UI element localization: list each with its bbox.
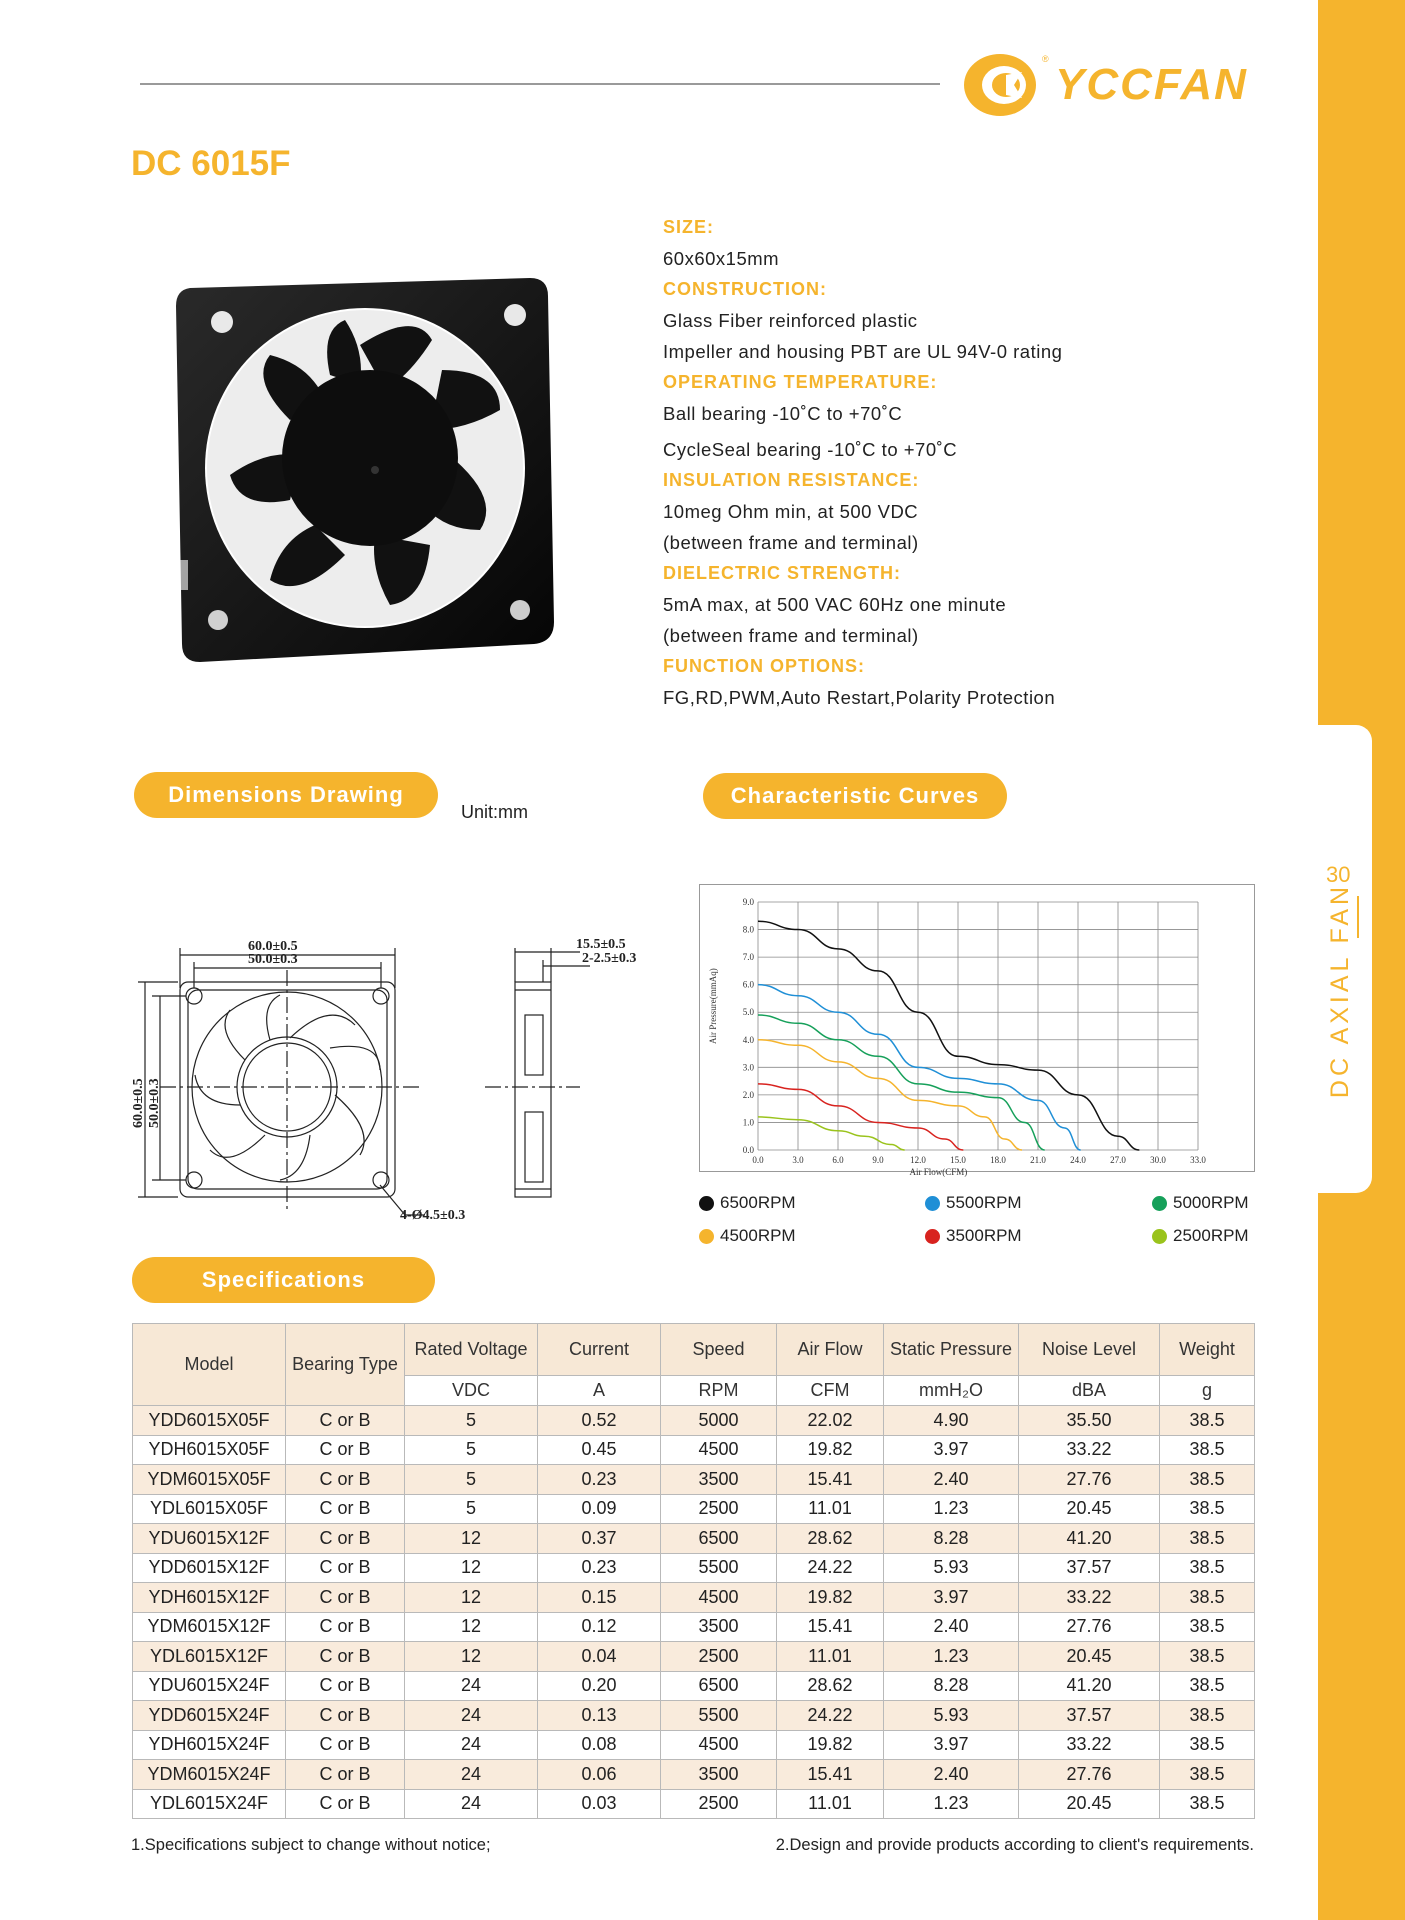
table-cell: 0.08 <box>538 1730 661 1760</box>
col-header-bearing: Bearing Type <box>286 1324 405 1406</box>
y-tick-label: 5.0 <box>742 1007 754 1018</box>
legend-label: 2500RPM <box>1173 1226 1249 1245</box>
table-cell: 4500 <box>661 1435 777 1465</box>
table-cell: 0.03 <box>538 1789 661 1819</box>
table-cell: 3500 <box>661 1760 777 1790</box>
table-cell: 0.06 <box>538 1760 661 1790</box>
fan-photo <box>170 270 560 670</box>
x-tick-label: 27.0 <box>1110 1155 1126 1165</box>
table-cell: 37.57 <box>1019 1553 1160 1583</box>
table-cell: 24 <box>405 1789 538 1819</box>
table-cell: C or B <box>286 1642 405 1672</box>
series-line-6500rpm <box>758 921 1139 1150</box>
table-cell: 5 <box>405 1465 538 1495</box>
table-cell: YDH6015X24F <box>133 1730 286 1760</box>
table-cell: 33.22 <box>1019 1583 1160 1613</box>
table-cell: YDH6015X05F <box>133 1435 286 1465</box>
table-cell: 38.5 <box>1160 1465 1255 1495</box>
table-cell: C or B <box>286 1612 405 1642</box>
table-cell: 22.02 <box>777 1406 884 1436</box>
table-cell: 38.5 <box>1160 1553 1255 1583</box>
y-tick-label: 2.0 <box>742 1089 754 1100</box>
table-cell: 2.40 <box>884 1612 1019 1642</box>
legend-item <box>1152 1226 1249 1246</box>
table-cell: 11.01 <box>777 1642 884 1672</box>
table-cell: 38.5 <box>1160 1435 1255 1465</box>
table-cell: 11.01 <box>777 1494 884 1524</box>
header-rule <box>140 83 940 85</box>
table-cell: 24 <box>405 1730 538 1760</box>
table-cell: 2500 <box>661 1494 777 1524</box>
table-cell: 12 <box>405 1524 538 1554</box>
x-tick-label: 21.0 <box>1030 1155 1046 1165</box>
x-tick-label: 24.0 <box>1070 1155 1086 1165</box>
legend-dot <box>925 1196 940 1211</box>
table-row <box>133 1406 1255 1436</box>
spec-value: Glass Fiber reinforced plastic <box>663 310 918 331</box>
table-row <box>133 1465 1255 1495</box>
col-header-current: Current <box>538 1324 661 1376</box>
table-row <box>133 1760 1255 1790</box>
legend-label: 6500RPM <box>720 1193 796 1212</box>
spec-value: CycleSeal bearing -10˚C to +70˚C <box>663 439 958 460</box>
registered-mark: ® <box>1042 54 1049 64</box>
table-cell: 5 <box>405 1435 538 1465</box>
table-cell: 2500 <box>661 1642 777 1672</box>
table-cell: 15.41 <box>777 1465 884 1495</box>
table-cell: YDM6015X12F <box>133 1612 286 1642</box>
spec-value: 5mA max, at 500 VAC 60Hz one minute <box>663 594 1007 615</box>
table-cell: C or B <box>286 1789 405 1819</box>
table-cell: 4500 <box>661 1730 777 1760</box>
table-cell: C or B <box>286 1671 405 1701</box>
table-cell: YDU6015X12F <box>133 1524 286 1554</box>
table-cell: C or B <box>286 1435 405 1465</box>
table-cell: 11.01 <box>777 1789 884 1819</box>
spec-value: 60x60x15mm <box>663 248 780 269</box>
table-cell: 0.45 <box>538 1435 661 1465</box>
table-cell: 5000 <box>661 1406 777 1436</box>
table-cell: C or B <box>286 1524 405 1554</box>
legend-dot <box>1152 1229 1167 1244</box>
table-cell: C or B <box>286 1701 405 1731</box>
table-cell: 5 <box>405 1406 538 1436</box>
table-cell: 33.22 <box>1019 1435 1160 1465</box>
spec-heading-insulation: INSULATION RESISTANCE: <box>663 470 920 490</box>
brand-name: YCCFAN <box>1055 60 1248 109</box>
spec-heading-dielectric: DIELECTRIC STRENGTH: <box>663 563 901 583</box>
table-cell: 38.5 <box>1160 1406 1255 1436</box>
legend-label: 5000RPM <box>1173 1193 1249 1212</box>
table-cell: 12 <box>405 1583 538 1613</box>
spec-table <box>132 1323 1255 1819</box>
table-cell: YDL6015X05F <box>133 1494 286 1524</box>
table-cell: 41.20 <box>1019 1524 1160 1554</box>
table-cell: 0.37 <box>538 1524 661 1554</box>
y-tick-label: 4.0 <box>742 1034 754 1045</box>
table-cell: YDL6015X12F <box>133 1642 286 1672</box>
table-cell: 15.41 <box>777 1760 884 1790</box>
y-tick-label: 1.0 <box>742 1117 754 1128</box>
spec-list <box>663 212 1183 713</box>
table-cell: 4.90 <box>884 1406 1019 1436</box>
table-row <box>133 1612 1255 1642</box>
col-header-speed: Speed <box>661 1324 777 1376</box>
table-cell: 6500 <box>661 1671 777 1701</box>
legend-dot <box>925 1229 940 1244</box>
side-label: DC AXIAL FAN <box>1326 882 1355 1098</box>
dim-height-outer: 60.0±0.5 <box>131 1078 146 1128</box>
table-cell: 27.76 <box>1019 1465 1160 1495</box>
table-cell: 2.40 <box>884 1760 1019 1790</box>
spec-heading-construction: CONSTRUCTION: <box>663 279 827 299</box>
table-row <box>133 1701 1255 1731</box>
table-cell: 5.93 <box>884 1553 1019 1583</box>
table-cell: 28.62 <box>777 1671 884 1701</box>
table-row <box>133 1671 1255 1701</box>
table-cell: 2500 <box>661 1789 777 1819</box>
unit-speed: RPM <box>661 1376 777 1406</box>
unit-noise: dBA <box>1019 1376 1160 1406</box>
spec-value: Impeller and housing PBT are UL 94V-0 rating <box>663 341 1063 362</box>
table-row <box>133 1789 1255 1819</box>
y-tick-label: 8.0 <box>742 924 754 935</box>
x-tick-label: 9.0 <box>872 1155 884 1165</box>
specifications-heading: Specifications <box>132 1257 435 1303</box>
table-cell: 38.5 <box>1160 1730 1255 1760</box>
dim-width-inner: 50.0±0.3 <box>248 952 298 967</box>
spec-value: FG,RD,PWM,Auto Restart,Polarity Protection <box>663 687 1056 708</box>
series-line-5000rpm <box>758 1015 1045 1150</box>
curve-chart <box>700 885 1254 1177</box>
table-cell: 0.23 <box>538 1465 661 1495</box>
spec-heading-functions: FUNCTION OPTIONS: <box>663 656 865 676</box>
table-cell: 12 <box>405 1642 538 1672</box>
table-cell: 0.12 <box>538 1612 661 1642</box>
legend-item <box>925 1226 1022 1246</box>
table-cell: 24.22 <box>777 1553 884 1583</box>
legend-label: 5500RPM <box>946 1193 1022 1212</box>
table-cell: 19.82 <box>777 1435 884 1465</box>
col-header-model: Model <box>133 1324 286 1406</box>
table-cell: 3.97 <box>884 1583 1019 1613</box>
legend-label: 4500RPM <box>720 1226 796 1245</box>
unit-airflow: CFM <box>777 1376 884 1406</box>
note-left: 1.Specifications subject to change without notice; <box>131 1836 491 1854</box>
table-cell: 8.28 <box>884 1671 1019 1701</box>
table-cell: C or B <box>286 1760 405 1790</box>
spec-value: (between frame and terminal) <box>663 625 919 646</box>
table-cell: 5500 <box>661 1701 777 1731</box>
table-cell: C or B <box>286 1465 405 1495</box>
table-cell: 33.22 <box>1019 1730 1160 1760</box>
table-cell: YDD6015X05F <box>133 1406 286 1436</box>
spec-heading-temperature: OPERATING TEMPERATURE: <box>663 372 938 392</box>
table-cell: 27.76 <box>1019 1612 1160 1642</box>
page-number: 30 <box>1326 862 1351 887</box>
table-cell: 19.82 <box>777 1583 884 1613</box>
unit-pressure: mmH₂O <box>884 1376 1019 1406</box>
table-cell: 1.23 <box>884 1494 1019 1524</box>
curves-heading: Characteristic Curves <box>703 773 1007 819</box>
brand-logo-icon <box>962 50 1052 120</box>
col-header-weight: Weight <box>1160 1324 1255 1376</box>
page-title: DC 6015F <box>131 144 291 183</box>
table-cell: YDH6015X12F <box>133 1583 286 1613</box>
table-cell: 38.5 <box>1160 1789 1255 1819</box>
table-row <box>133 1494 1255 1524</box>
legend-item <box>699 1193 796 1213</box>
table-cell: 20.45 <box>1019 1789 1160 1819</box>
table-cell: 20.45 <box>1019 1494 1160 1524</box>
spec-value: Ball bearing -10˚C to +70˚C <box>663 403 903 424</box>
table-cell: C or B <box>286 1583 405 1613</box>
table-cell: 19.82 <box>777 1730 884 1760</box>
table-cell: 24 <box>405 1701 538 1731</box>
table-cell: 38.5 <box>1160 1760 1255 1790</box>
table-cell: 35.50 <box>1019 1406 1160 1436</box>
unit-current: A <box>538 1376 661 1406</box>
table-cell: 15.41 <box>777 1612 884 1642</box>
table-cell: 38.5 <box>1160 1642 1255 1672</box>
x-tick-label: 0.0 <box>752 1155 764 1165</box>
table-cell: 3.97 <box>884 1435 1019 1465</box>
col-header-airflow: Air Flow <box>777 1324 884 1376</box>
spec-heading-size: SIZE: <box>663 217 715 237</box>
table-cell: 38.5 <box>1160 1583 1255 1613</box>
table-cell: 24 <box>405 1760 538 1790</box>
table-cell: 24.22 <box>777 1701 884 1731</box>
legend-item <box>925 1193 1022 1213</box>
legend-item <box>699 1226 796 1246</box>
unit-weight: g <box>1160 1376 1255 1406</box>
table-cell: C or B <box>286 1730 405 1760</box>
unit-voltage: VDC <box>405 1376 538 1406</box>
legend-dot <box>1152 1196 1167 1211</box>
table-cell: 5 <box>405 1494 538 1524</box>
table-cell: 38.5 <box>1160 1494 1255 1524</box>
table-row <box>133 1642 1255 1672</box>
legend-label: 3500RPM <box>946 1226 1022 1245</box>
dim-holes: 4-Ø4.5±0.3 <box>400 1208 466 1223</box>
table-cell: 5500 <box>661 1553 777 1583</box>
table-row <box>133 1730 1255 1760</box>
x-axis-label: Air Flow(CFM) <box>909 1167 968 1177</box>
table-cell: 38.5 <box>1160 1524 1255 1554</box>
table-cell: 38.5 <box>1160 1701 1255 1731</box>
col-header-pressure: Static Pressure <box>884 1324 1019 1376</box>
x-tick-label: 33.0 <box>1190 1155 1206 1165</box>
dim-height-inner: 50.0±0.3 <box>147 1078 162 1128</box>
table-cell: 24 <box>405 1671 538 1701</box>
x-tick-label: 3.0 <box>792 1155 804 1165</box>
table-cell: 1.23 <box>884 1789 1019 1819</box>
table-cell: 0.23 <box>538 1553 661 1583</box>
table-cell: C or B <box>286 1406 405 1436</box>
table-cell: 0.15 <box>538 1583 661 1613</box>
table-cell: YDD6015X24F <box>133 1701 286 1731</box>
spec-table-body <box>133 1406 1255 1819</box>
dimensions-heading: Dimensions Drawing <box>134 772 438 818</box>
dim-depth: 15.5±0.5 <box>576 937 626 952</box>
table-cell: YDM6015X05F <box>133 1465 286 1495</box>
table-cell: 12 <box>405 1553 538 1583</box>
table-cell: 5.93 <box>884 1701 1019 1731</box>
note-right: 2.Design and provide products according to client's requirements. <box>775 1836 1254 1854</box>
table-cell: 41.20 <box>1019 1671 1160 1701</box>
table-cell: 28.62 <box>777 1524 884 1554</box>
table-cell: YDL6015X24F <box>133 1789 286 1819</box>
y-axis-label: Air Pressure(mmAq) <box>708 968 718 1045</box>
y-tick-label: 0.0 <box>742 1145 754 1155</box>
legend-dot <box>699 1196 714 1211</box>
table-cell: 0.09 <box>538 1494 661 1524</box>
curve-chart-frame <box>699 884 1255 1177</box>
table-cell: YDM6015X24F <box>133 1760 286 1790</box>
dim-depth-inner: 2-2.5±0.3 <box>582 951 637 966</box>
side-label-wrap <box>1310 850 1372 1130</box>
table-cell: 37.57 <box>1019 1701 1160 1731</box>
dim-width-outer: 60.0±0.5 <box>248 939 298 954</box>
table-row <box>133 1435 1255 1465</box>
table-cell: 3500 <box>661 1612 777 1642</box>
table-cell: 4500 <box>661 1583 777 1613</box>
series-line-3500rpm <box>758 1084 963 1150</box>
table-cell: 1.23 <box>884 1642 1019 1672</box>
table-cell: 38.5 <box>1160 1671 1255 1701</box>
y-tick-label: 6.0 <box>742 979 754 990</box>
table-cell: YDD6015X12F <box>133 1553 286 1583</box>
x-tick-label: 12.0 <box>910 1155 926 1165</box>
table-cell: 3.97 <box>884 1730 1019 1760</box>
table-row <box>133 1553 1255 1583</box>
table-cell: 27.76 <box>1019 1760 1160 1790</box>
x-tick-label: 18.0 <box>990 1155 1006 1165</box>
x-tick-label: 6.0 <box>832 1155 844 1165</box>
dimension-drawing <box>130 930 670 1230</box>
table-cell: C or B <box>286 1494 405 1524</box>
table-cell: 20.45 <box>1019 1642 1160 1672</box>
legend-item <box>1152 1193 1249 1213</box>
table-cell: 0.04 <box>538 1642 661 1672</box>
table-cell: 6500 <box>661 1524 777 1554</box>
unit-label: Unit:mm <box>461 802 528 822</box>
x-tick-label: 30.0 <box>1150 1155 1166 1165</box>
table-row <box>133 1524 1255 1554</box>
table-cell: 0.13 <box>538 1701 661 1731</box>
y-tick-label: 3.0 <box>742 1062 754 1073</box>
col-header-voltage: Rated Voltage <box>405 1324 538 1376</box>
table-cell: C or B <box>286 1553 405 1583</box>
x-tick-label: 15.0 <box>950 1155 966 1165</box>
table-cell: 0.52 <box>538 1406 661 1436</box>
table-cell: 12 <box>405 1612 538 1642</box>
spec-value: 10meg Ohm min, at 500 VDC <box>663 501 919 522</box>
table-cell: 3500 <box>661 1465 777 1495</box>
y-tick-label: 7.0 <box>742 952 754 963</box>
legend-dot <box>699 1229 714 1244</box>
table-cell: 8.28 <box>884 1524 1019 1554</box>
table-cell: 38.5 <box>1160 1612 1255 1642</box>
table-cell: YDU6015X24F <box>133 1671 286 1701</box>
table-cell: 2.40 <box>884 1465 1019 1495</box>
table-row <box>133 1583 1255 1613</box>
y-tick-label: 9.0 <box>742 897 754 907</box>
col-header-noise: Noise Level <box>1019 1324 1160 1376</box>
spec-value: (between frame and terminal) <box>663 532 919 553</box>
table-cell: 0.20 <box>538 1671 661 1701</box>
